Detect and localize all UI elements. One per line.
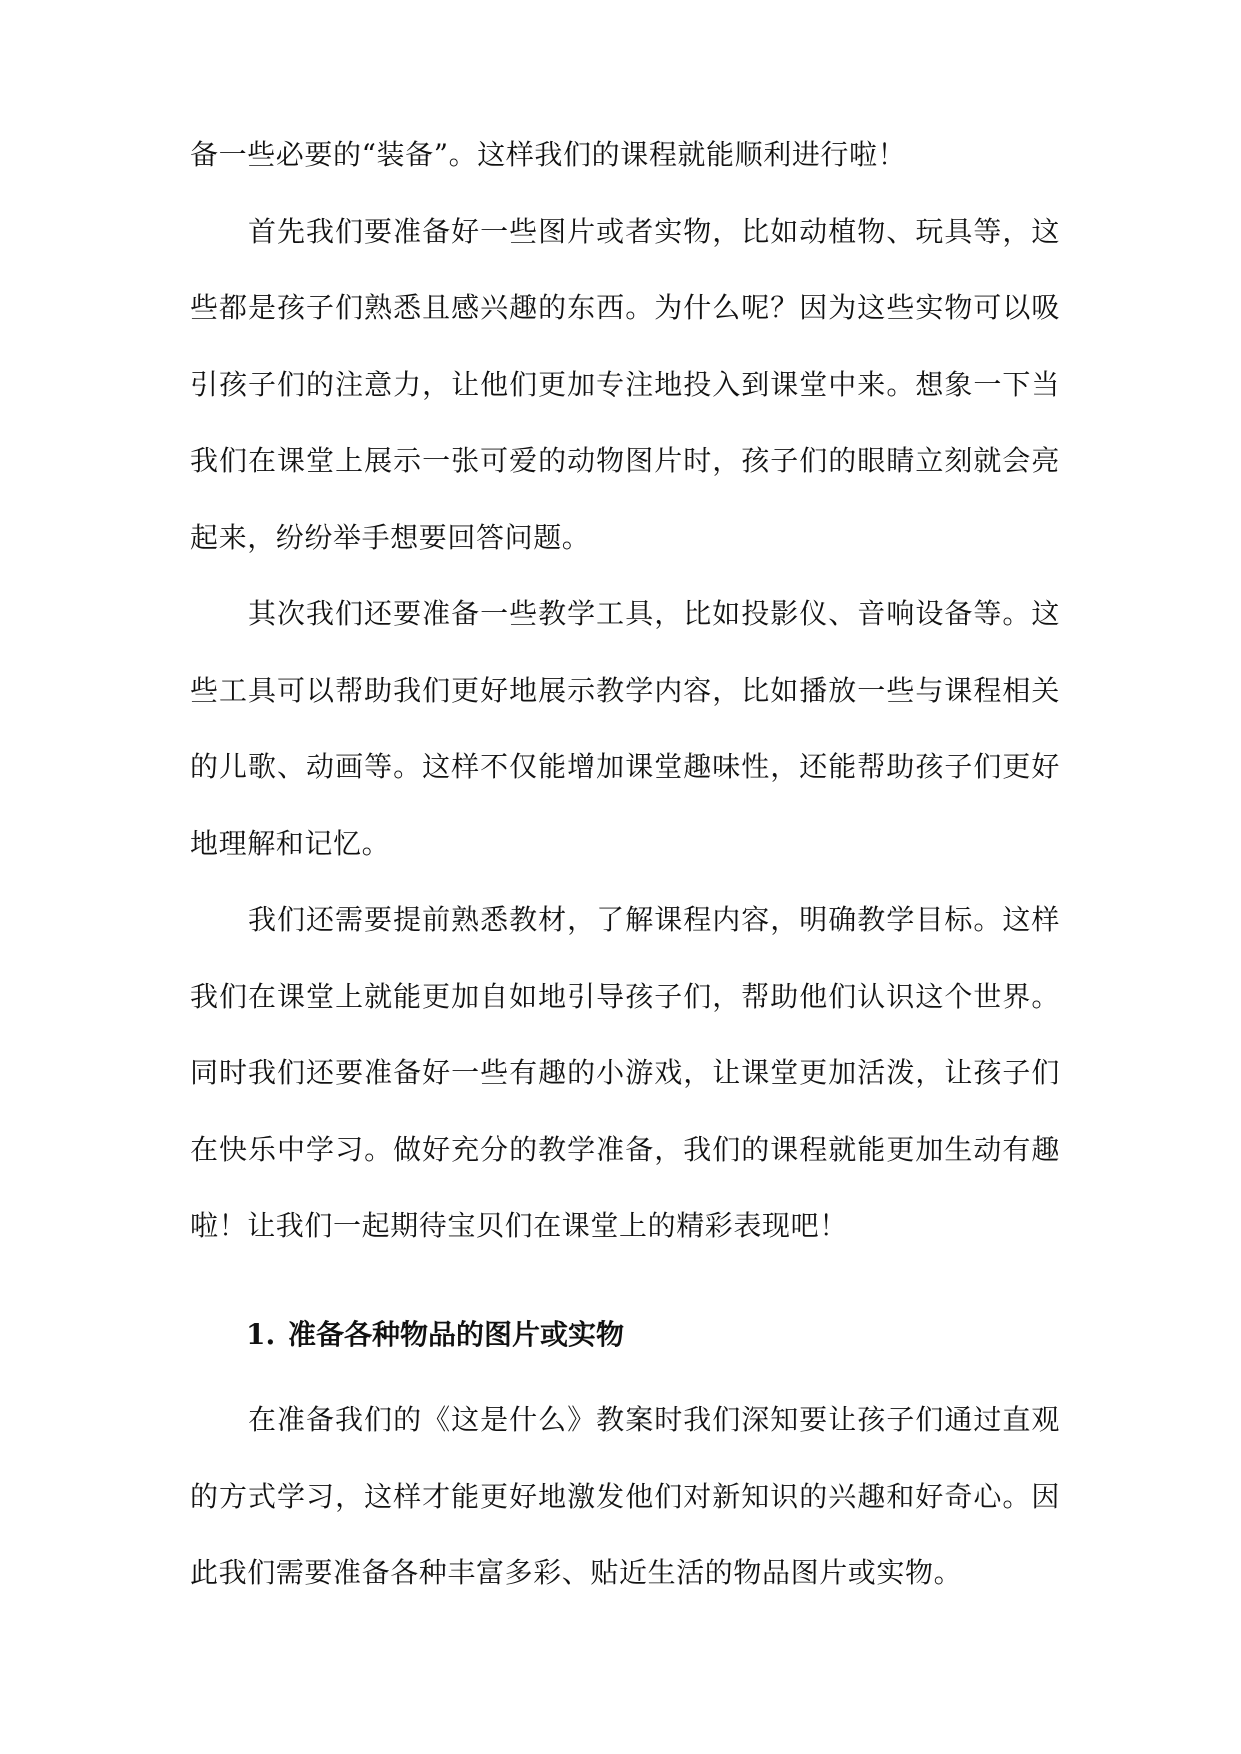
paragraph-tools: 其次我们还要准备一些教学工具，比如投影仪、音响设备等。这些工具可以帮助我们更好地展示教学内容，比如播放一些与课程相关的儿歌、动画等。这样不仅能增加课堂趣味性，还能帮助孩子们更好地理解和记忆。 xyxy=(190,597,1060,860)
section-heading xyxy=(246,1315,624,1355)
body-text-top xyxy=(190,117,1060,1265)
paragraph-preparation: 我们还需要提前熟悉教材，了解课程内容，明确教学目标。这样我们在课堂上就能更加自如地引导孩子们，帮助他们认识这个世界。同时我们还要准备好一些有趣的小游戏，让课堂更加活泼，让孩子们在快乐中学习。做好充分的教学准备，我们的课程就能更加生动有趣啦！让我们一起期待宝贝们在课堂上的精彩表现吧！ xyxy=(190,903,1060,1242)
section-heading-title: 准备各种物品的图片或实物 xyxy=(288,1318,625,1351)
body-text-bottom xyxy=(190,1382,1060,1612)
paragraph-materials: 首先我们要准备好一些图片或者实物，比如动植物、玩具等，这些都是孩子们熟悉且感兴趣的东西。为什么呢？因为这些实物可以吸引孩子们的注意力，让他们更加专注地投入到课堂中来。想象一下当我们在课堂上展示一张可爱的动物图片时，孩子们的眼睛立刻就会亮起来，纷纷举手想要回答问题。 xyxy=(190,214,1060,554)
paragraph-continuation: 备一些必要的“装备”。这样我们的课程就能顺利进行啦！ xyxy=(190,138,907,171)
paragraph-section-intro: 在准备我们的《这是什么》教案时我们深知要让孩子们通过直观的方式学习，这样才能更好地激发他们对新知识的兴趣和好奇心。因此我们需要准备各种丰富多彩、贴近生活的物品图片或实物。 xyxy=(190,1403,1060,1589)
section-heading-number: 1. xyxy=(246,1318,276,1351)
